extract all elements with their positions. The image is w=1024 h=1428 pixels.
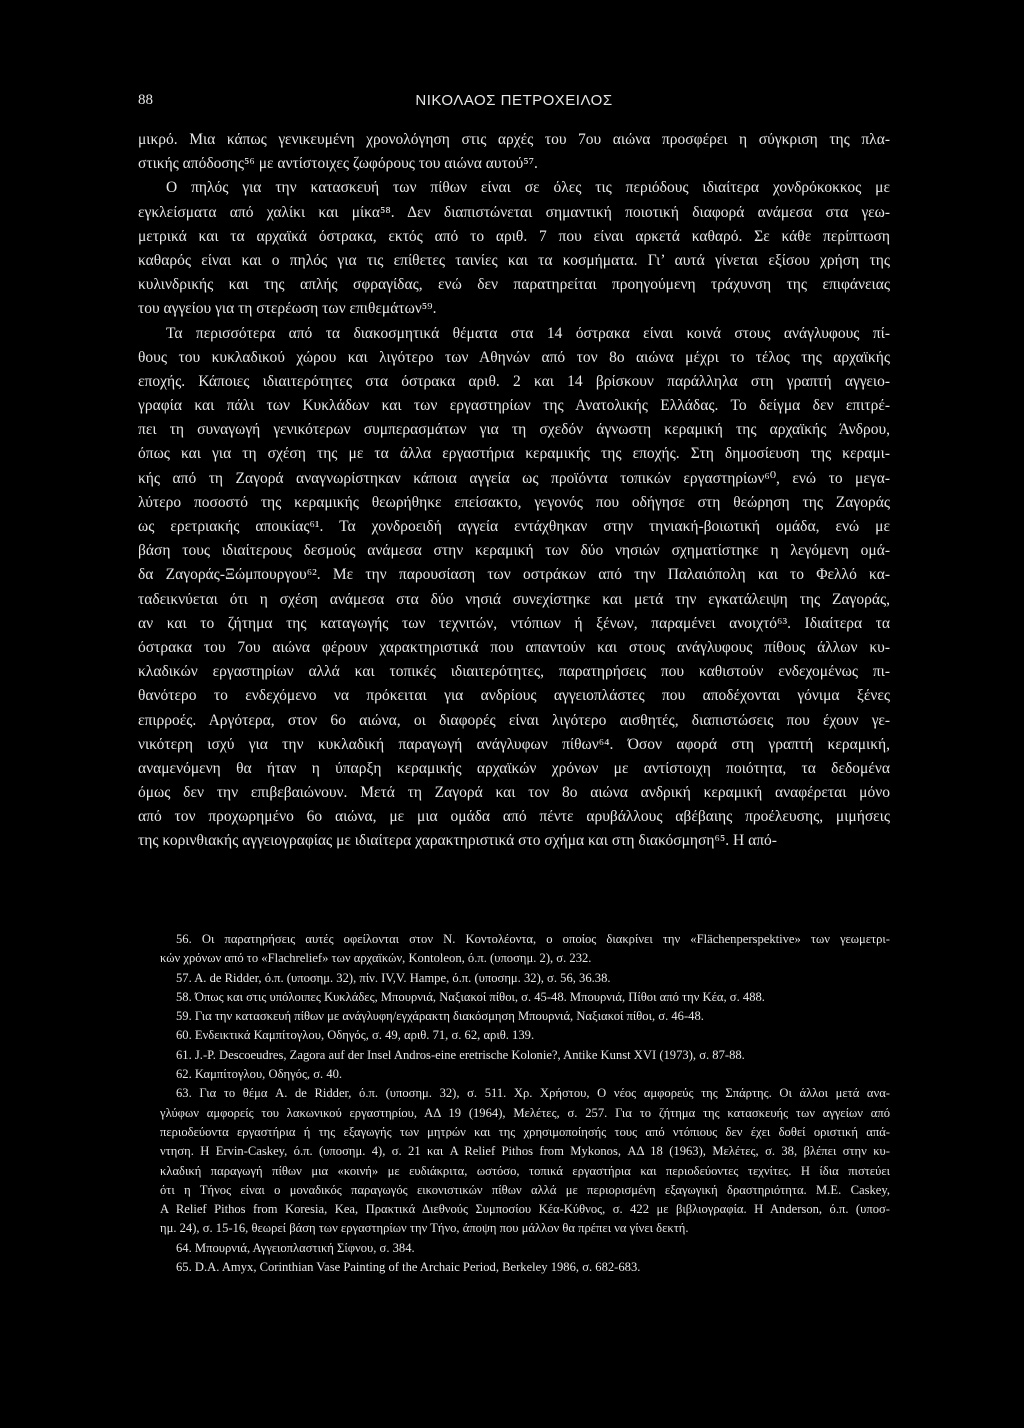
body-line: αν και το ζήτημα της καταγωγής των τεχνιτών, ντόπιων ή ξένων, παραμένει ανοιχτό⁶³. Ιδιαίτερα τα <box>138 614 890 632</box>
body-line: όμως δεν την επιβεβαιώνουν. Μετά τη Ζαγορά και τον 8ο αιώνα ανδρική κεραμική αναφέρεται μόνο <box>138 784 890 802</box>
footnote-line: 56. Οι παρατηρήσεις αυτές οφείλονται στον Ν. Κοντολέοντα, ο οποίος διακρίνει την «Flächenperspektive» των γεωμετρι- <box>176 932 890 946</box>
body-line: μικρό. Μια κάπως γενικευμένη χρονολόγηση στις αρχές του 7ου αιώνα προσφέρει η σύγκριση της πλα- <box>138 131 890 148</box>
body-line: θανότερο το ενδεχόμενο να πρόκειται για ανδρίους αγγειοπλάστες που αποδέχονται γόνιμα ξένες <box>138 687 890 705</box>
footnote-line: 57. A. de Ridder, ό.π. (υποσημ. 32), πίν. IV,V. Hampe, ό.π. (υποσημ. 32), σ. 56, 36.38. <box>176 970 611 985</box>
footnote-line: 59. Για την κατασκευή πίθων με ανάγλυφη/εγχάρακτη διακόσμηση Μπουρνιά, Ναξιακοί πίθοι, σ. 46-48. <box>176 1009 704 1024</box>
body-line: εγκλείσματα από χαλίκι και μίκα⁵⁸. Δεν διαπιστώνεται σημαντική ποιοτική διαφορά ανάμεσα στα γεω- <box>138 203 890 221</box>
body-line: Ο πηλός για την κατασκευή των πίθων είναι σε όλες τις περιόδους ιδιαίτερα χονδρόκοκκος με <box>166 179 890 197</box>
body-line: βάση τους ιδιαίτερους δεσμούς ανάμεσα στην κεραμική των δύο νησιών σχηματίστηκε η λεγόμενη ομά- <box>138 542 890 560</box>
body-line: επιρροές. Αργότερα, στον 6ο αιώνα, οι διαφορές είναι λιγότερο αισθητές, διαπιστώσεις που έχουν γε- <box>138 711 890 729</box>
body-line: θους του κυκλαδικού χώρου και λιγότερο των Αθηνών από τον 8ο αιώνα μέχρι το τέλος της αρχαϊκής <box>138 348 890 366</box>
body-line: κυλινδρικής και της απλής σφραγίδας, ενώ δεν παρατηρείται προηγούμενη τράχυνση της επιφάνειας <box>138 276 890 294</box>
footnote-line: 64. Μπουρνιά, Αγγειοπλαστική Σίφνου, σ. 384. <box>176 1240 415 1255</box>
footnote-line: ότι η Τήνος είναι ο μοναδικός παραγωγός εικονιστικών πίθων αλλά με περιορισμένη εξαγωγική δραστηριότητα. M.E. Caskey, <box>160 1182 890 1197</box>
body-line: του αγγείου για τη στερέωση των επιθεμάτων⁵⁹. <box>138 300 437 318</box>
body-line: λύτερο ποσοστό της κεραμικής θεωρήθηκε επείσακτο, γεγονός που οδήγησε στη θεώρηση της Ζαγοράς <box>138 493 890 511</box>
running-head: ΝΙΚΟΛΑΟΣ ΠΕΤΡΟΧΕΙΛΟΣ <box>415 92 613 109</box>
body-line: μετρικά και τα αρχαϊκά όστρακα, εκτός από το αριθ. 7 που είναι αρκετά καθαρό. Σε κάθε περίπτωση <box>138 227 890 245</box>
footnote-line: 58. Όπως και στις υπόλοιπες Κυκλάδες, Μπουρνιά, Ναξιακοί πίθοι, σ. 45-48. Μπουρνιά, Πίθοι από την Κέα, σ. 488. <box>176 989 765 1004</box>
body-line: δα Ζαγοράς-Ξώμπουργου⁶². Με την παρουσίαση των οστράκων από την Παλαιόπολη και το Φελλό κα- <box>138 566 890 584</box>
footnote-line: ημ. 24), σ. 15-16, θεωρεί βάση των εργαστηρίων την Τήνο, άποψη που μάλλον θα πρέπει να γίνει δεκτή. <box>160 1221 689 1236</box>
body-line: κής από τη Ζαγορά αναγνωρίστηκαν κάποια αγγεία ως προϊόντα τοπικών εργαστηρίων⁶⁰, ενώ το μεγα- <box>138 469 890 487</box>
footnote-line: ντηση. H Ervin-Caskey, ό.π. (υποσημ. 4), σ. 21 και A Relief Pithos from Mykonos, ΑΔ 18 (1963), Μελέτες, σ. 38, βλέπει στην κυ- <box>160 1144 890 1159</box>
body-line: κλαδικών εργαστηρίων αλλά και τοπικές ιδιαιτερότητες, παρατηρήσεις που καθιστούν ενδεχομένως πι- <box>138 663 890 681</box>
page-header <box>138 92 890 114</box>
footnote-line: κλαδική παραγωγή πίθων μια «κοινή» με ευδιάκριτα, ωστόσο, τοπικά εργαστήρια και περιοδεύοντες τεχνίτες. Η ίδια πιστεύει <box>160 1163 890 1178</box>
footnote-line: 60. Ενδεικτικά Καμπίτογλου, Οδηγός, σ. 49, αριθ. 71, σ. 62, αριθ. 139. <box>176 1028 535 1043</box>
footnote-line: A Relief Pithos from Koresia, Kea, Πρακτικά Διεθνούς Συμποσίου Κέα-Κύθνος, σ. 422 με βιβλιογραφία. H Anderson, ό.π. (υποσ- <box>160 1202 890 1217</box>
footnote-line: γλύφων αμφορείς του λακωνικού εργαστηρίου, ΑΔ 19 (1964), Μελέτες, σ. 257. Για το ζήτημα της κατασκευής των αγγείων από <box>160 1105 890 1120</box>
body-line: στικής απόδοσης⁵⁶ με αντίστοιχες ζωφόρους του αιώνα αυτού⁵⁷. <box>138 155 538 173</box>
body-line: αναμενόμενη θα ήταν η ύπαρξη κεραμικής αρχαϊκών χρόνων με αντίστοιχη ποιότητα, τα δεδομένα <box>138 759 890 777</box>
body-line: της κορινθιακής αγγειογραφίας με ιδιαίτερα χαρακτηριστικά στο σχήμα και στη διακόσμηση⁶⁵. Η από- <box>138 832 777 850</box>
footnote-line: περιοδεύοντα εργαστήρια ή της εξαγωγής των μητρών και της χρησιμοποίησής τους από ντόπιους δεν έχει δοθεί οριστική απά- <box>160 1124 890 1139</box>
footnotes <box>160 930 890 1277</box>
body-line: όπως και για τη σχέση της με τα άλλα εργαστήρια κεραμικής της εποχής. Στη δημοσίευση της κεραμι- <box>138 445 890 463</box>
body-line: εποχής. Κάποιες ιδιαιτερότητες στα όστρακα αριθ. 2 και 14 βρίσκουν παράλληλα στη γραπτή αγγειο- <box>138 372 890 390</box>
body-line: από τον προχωρημένο 6ο αιώνα, με μια ομάδα από πέντε αρυβάλλους αβέβαιης προέλευσης, μιμήσεις <box>138 808 890 826</box>
footnote-line: 63. Για το θέμα A. de Ridder, ό.π. (υποσημ. 32), σ. 511. Χρ. Χρήστου, Ο νέος αμφορεύς της Σπάρτης. Οι άλλοι μετά ανα- <box>176 1086 890 1101</box>
footnote-line: 62. Καμπίτογλου, Οδηγός, σ. 40. <box>176 1067 343 1082</box>
footnote-line: κών χρόνων από το «Flachrelief» των αρχαϊκών, Kontoleon, ό.π. (υποσημ. 2), σ. 232. <box>160 951 592 966</box>
body-line: ταδεικνύεται ότι η σχέση ανάμεσα στα δύο νησιά συνεχίστηκε και μετά την εγκατάλειψη της Ζαγοράς, <box>138 590 890 608</box>
footnote-line: 61. J.-P. Descoeudres, Zagora auf der Insel Andros-eine eretrische Kolonie?, Antike Kunst XVI (1973), σ. 87-88. <box>176 1047 745 1062</box>
body-line: γραφία και πάλι των Κυκλάδων και των εργαστηρίων της Ανατολικής Ελλάδας. Το δείγμα δεν επιτρέ- <box>138 397 890 415</box>
body-line: όστρακα του 7ου αιώνα φέρουν χαρακτηριστικά που απαντούν και στους ανάγλυφους πίθους άλλων κυ- <box>138 638 890 656</box>
body-line: πει τη συναγωγή γενικότερων συμπερασμάτων για τη σχεδόν άγνωστη κεραμική της αρχαϊκής Άνδρου, <box>138 421 890 439</box>
body-line: ως ερετριακής αποικίας⁶¹. Τα χονδροειδή αγγεία εντάχθηκαν στην τηνιακή-βοιωτική ομάδα, ενώ με <box>138 518 890 535</box>
main-text <box>138 128 890 854</box>
body-line: νικότερη ισχύ για την κυκλαδική παραγωγή ανάγλυφων πίθων⁶⁴. Όσον αφορά στη γραπτή κεραμική, <box>138 735 890 753</box>
page-number: 88 <box>138 92 153 108</box>
footnote-line: 65. D.A. Amyx, Corinthian Vase Painting of the Archaic Period, Berkeley 1986, σ. 682-683. <box>176 1260 641 1275</box>
body-line: Τα περισσότερα από τα διακοσμητικά θέματα στα 14 όστρακα είναι κοινά στους ανάγλυφους πί- <box>166 324 890 342</box>
body-line: καθαρός είναι και ο πηλός για τις επίθετες ταινίες και τα κοσμήματα. Γι’ αυτά γίνεται εξίσου χρήση της <box>138 251 890 269</box>
